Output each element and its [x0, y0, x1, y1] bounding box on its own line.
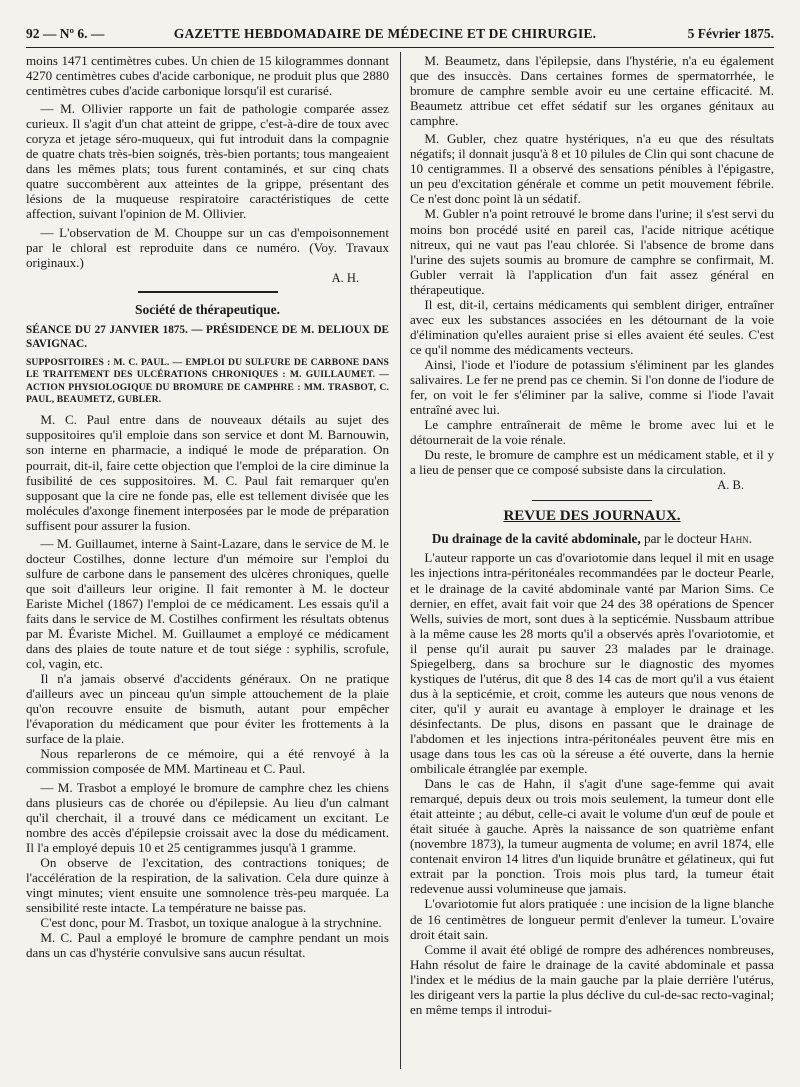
paragraph: Le camphre entraînerait de même le brome avec lui et le détournerait de la voie rénale. [410, 417, 774, 448]
paragraph: Du reste, le bromure de camphre est un médicament stable, et il y a lieu de penser que ce composé subsiste dans la circulation. [410, 447, 774, 478]
page-number: 92 — Nº 6. — [26, 26, 105, 41]
right-column [410, 53, 774, 1077]
section-title: REVUE DES JOURNAUX. [503, 508, 681, 525]
page-header [26, 26, 774, 46]
left-column [26, 53, 389, 1077]
article-title-text: Du drainage de la cavité abdominale, [431, 531, 641, 547]
signature: A. B. [717, 478, 744, 493]
paragraph: — M. Guillaumet, interne à Saint-Lazare, dans le service de M. le docteur Costilhes, donne lecture d'un mémoire sur l'emploi du sulfure de carbone dans le pansement des ulcères chroniques, quelle que soit d'ailleurs leur origine. Il fait remonter à M. le docteur Eariste Michel (1867) l'emploi de ce médicament. Les essais qu'il a faits dans le service de M. Costilhes confirment les résultats obtenus par M. Évariste Michel. M. Guillaumet a employé ce médicament dans des plaies de toute nature et de tout siége : syphilis, scrofule, col, vagin, etc. [26, 535, 389, 672]
paragraph: Il n'a jamais observé d'accidents généraux. On ne pratique d'ailleurs avec un pinceau qu'un simple attouchement de la plaie qu'on recouvre ensuite de bismuth, autant pour empêcher l'évaporation du médicament que pour éviter les frottements à la surface de la plaie. [26, 671, 389, 747]
issue-date: 5 Février 1875. [687, 26, 774, 41]
paragraph: M. C. Paul a employé le bromure de camphre pendant un mois dans un cas d'hystérie convulsive sans aucun résultat. [26, 929, 389, 961]
session-line: SÉANCE DU 27 JANVIER 1875. — PRÉSIDENCE DE M. DELIOUX DE SAVIGNAC. [26, 323, 389, 350]
section-title: Société de thérapeutique. [134, 301, 281, 317]
paragraph: L'auteur rapporte un cas d'ovariotomie dans lequel il mit en usage les injections intra-péritonéales recommandées par le docteur Pearle, et le drainage de la cavité abdominale vanté par Marion Sims. Ce dernier, en effet, avait fait voir que 24 des 38 opérations de Spencer Wells, suivies de mort, sont dues à la septicémie. Nussbaum attribue à la même cause les 28 morts qu'il a observés après l'ovariotomie, et il pense qu'il aurait pu sauver 23 malades par le drainage. Spiegelberg, dans sa brochure sur le diagnostic des myomes kystiques de l'utérus, dit que 8 des 14 cas de mort qu'il a vus étaient dus à la septicémie, et croit, comme les auteurs que nous venons de citer, qu'il y aurait eu avantage à employer le drainage et les désinfectants. De plus, disons en passant que le drainage de l'abdomen et les injections intra-péritonéales peuvent être mis en usage dans tous les cas où la séreuse a été ouverte, dans la hernie ombilicale étranglée par exemple. [410, 550, 774, 777]
paragraph: — L'observation de M. Chouppe sur un cas d'empoisonnement par le chloral est reproduite dans ce numéro. (Voy. Travaux originaux.) [26, 224, 389, 270]
signature: A. H. [331, 270, 359, 285]
article-title [410, 531, 774, 546]
paragraph: Nous reparlerons de ce mémoire, qui a été renvoyé à la commission composée de MM. Martineau et C. Paul. [26, 746, 389, 777]
article-author: Hahn. [719, 531, 753, 547]
paragraph: On observe de l'excitation, des contractions toniques; de l'accélération de la respiration, de la salivation. Cela dure quinze à vingt minutes; vient ensuite une somnolence très-peu marquée. La sensibilité reste intacte. La température ne baisse pas. [26, 854, 389, 915]
paragraph: M. Gubler n'a point retrouvé le brome dans l'urine; il s'est servi du moins bon procédé usité en pareil cas, l'acide nitrique acétique nitreux, qui ne vaut pas l'eau chlorée. Si l'absence de brome dans l'urine des sujets soumis au bromure de camphre se confirmait, M. Gubler verrait là l'application d'un fait assez général en thérapeutique. [410, 206, 774, 297]
article-byline: par le docteur [643, 531, 717, 547]
paragraph: moins 1471 centimètres cubes. Un chien de 15 kilogrammes donnant 4270 centimètres cubes d'acide carbonique, ne produit plus que 2880 centimètres cubes d'acide carbonique lorsqu'il est curarisé. [26, 53, 389, 99]
journal-title: GAZETTE HEBDOMADAIRE DE MÉDECINE ET DE CHIRURGIE. [173, 26, 597, 41]
paragraph: Ainsi, l'iode et l'iodure de potassium s'éliminent par les glandes salivaires. Le fer ne prend pas ce chemin. Si l'on donne de l'iodure de fer, on voit le fer s'éliminer par la salive, comme si l'iode l'avait entraîné avec lui. [410, 356, 774, 418]
paragraph: M. Gubler, chez quatre hystériques, n'a eu que des résultats négatifs; il donnait jusqu'à 8 et 10 pilules de Clin qui sont chacune de 10 centigrammes. Il a observé des sensations pénibles à l'épigastre, un peu d'excitation générale et comme un petit mouvement fébrile. Ce n'est donc point là un sédatif. [410, 131, 774, 207]
column-divider [400, 52, 401, 1069]
paragraph: M. C. Paul entre dans de nouveaux détails au sujet des suppositoires qu'il emploie dans son service et dont M. Barnouwin, son interne en pharmacie, a indiqué le mode de préparation. On pourrait, dit-il, faire cette objection que l'emploi de la cire diminue la fusibilité de ces suppositoires. M. C. Paul fait remarquer qu'en supposant que la cire ne fonde pas, elle est tellement divisée que les molécules d'axonge finement interposées par le mode de préparation suffisent pour assurer la fusion. [26, 412, 389, 533]
paragraph: — M. Ollivier rapporte un fait de pathologie comparée assez curieux. Il s'agit d'un chat atteint de grippe, c'est-à-dire de toux avec coryza et jetage séro-muqueux, qui fut introduit dans la compagnie de quatre chats très-bien soignés, très-bien portants; tous mangeaient dans les mêmes plats; tous furent contaminés, et sur cinq chats quatre succombèrent aux atteintes de la grippe, présentant des lésions de la muqueuse respiratoire caractéristiques de cette affection, suivant l'opinion de M. Ollivier. [26, 101, 389, 222]
paragraph: L'ovariotomie fut alors pratiquée : une incision de la ligne blanche de 16 centimètres de longueur permit d'enlever la tumeur. L'ovaire droit était sain. [410, 896, 774, 942]
paragraph: M. Beaumetz, dans l'épilepsie, dans l'hystérie, n'a eu également que des insuccès. Dans certaines formes de spermatorrhée, le bromure de camphre semble avoir eu une certaine efficacité. M. Beaumetz attribue cet effet sédatif sur les organes génitaux au camphre. [410, 53, 774, 129]
paragraph: Comme il avait été obligé de rompre des adhérences nombreuses, Hahn résolut de faire le drainage de la cavité abdominale et passa l'index et le médius de la main gauche par la plaie derrière l'utérus, les dirigeant vers la partie la plus déclive du cul-de-sac recto-vaginal; en même temps il introdui- [410, 941, 774, 1017]
paragraph: — M. Trasbot a employé le bromure de camphre chez les chiens dans plusieurs cas de chorée ou d'épilepsie. Au lieu d'un calmant qu'il cherchait, il a trouvé dans ce médicament un excitant. Le nombre des accès d'épilepsie croissait avec la dose du médicament. Il l'a employé depuis 10 et 25 centigrammes jusqu'à 1 gramme. [26, 779, 389, 855]
paragraph: Il est, dit-il, certains médicaments qui semblent diriger, entraîner avec eux les substances associées en les détournant de la voie d'élimination qu'elles auraient prise si elles avaient été seules. C'est ce qu'il nomme des médicaments vecteurs. [410, 296, 774, 357]
paragraph: Dans le cas de Hahn, il s'agit d'une sage-femme qui avait remarqué, depuis deux ou trois mois seulement, la tumeur dont elle était atteinte ; au début, celle-ci avait le volume d'un œuf de poule et était située à gauche. Après la naissance de son quatrième enfant (novembre 1873), la tumeur augmenta de volume; en avril 1874, elle contenait environ 14 litres d'un liquide brunâtre et gélatineux, qui fut extrait par la ponction. Trois mois plus tard, la tumeur était redevenue aussi volumineuse que jamais. [410, 776, 774, 897]
paragraph: C'est donc, pour M. Trasbot, un toxique analogue à la strychnine. [40, 914, 382, 930]
section-rule [138, 291, 278, 293]
session-summary: SUPPOSITOIRES : M. C. PAUL. — EMPLOI DU SULFURE DE CARBONE DANS LE TRAITEMENT DES ULCÉRATIONS CHRONIQUES : M. GUILLAUMET. — ACTION PHYSIOLOGIQUE DU BROMURE DE CAMPHRE : MM. TRASBOT, C. PAUL, BEAUMETZ, GUBLER. [26, 356, 389, 405]
header-rule [26, 47, 774, 48]
section-rule [532, 500, 652, 501]
